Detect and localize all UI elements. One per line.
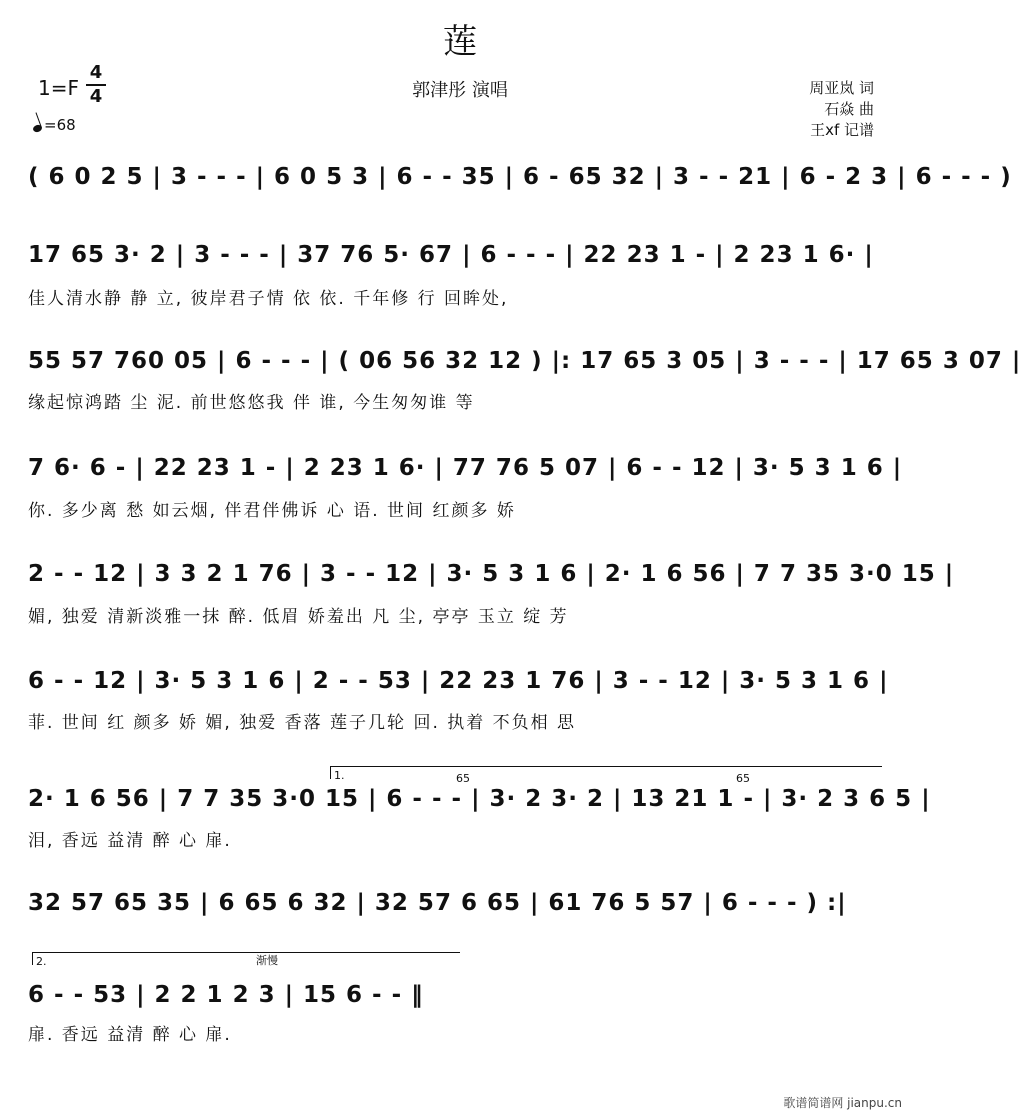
lyricist-credit: 周亚岚 词 <box>809 79 874 97</box>
song-title: 莲 <box>443 22 477 62</box>
first-ending-bracket: 1. <box>330 766 882 779</box>
ritardando-marking: 渐慢 <box>256 954 278 967</box>
notation-row-4: 2 - - 12 | 3 3 2 1 76 | 3 - - 12 | 3· 5 3 1 6 | 2· 1 6 56 | 7 7 35 3·0 15 | <box>28 561 955 587</box>
notation-row-8: 6 - - 53 | 2 2 1 2 3 | 15 6 - - ‖ <box>28 982 424 1008</box>
tempo-marking <box>33 116 76 134</box>
tempo-value: =68 <box>44 116 76 134</box>
lyrics-row-4: 媚, 独爱 清新淡雅一抹 醉. 低眉 娇羞出 凡 尘, 亭亭 玉立 绽 芳 <box>28 607 569 627</box>
lyrics-row-1: 佳人清水静 静 立, 彼岸君子情 依 依. 千年修 行 回眸处, <box>28 289 509 309</box>
credits <box>809 78 874 141</box>
notation-row-1: 17 65 3· 2 | 3 - - - | 37 76 5· 67 | 6 - - - | 22 23 1 - | 2 23 1 6· | <box>28 242 874 268</box>
time-signature-top: 4 <box>86 62 106 86</box>
notation-row-7: 32 57 65 35 | 6 65 6 32 | 32 57 6 65 | 61 76 5 57 | 6 - - - ) :| <box>28 890 847 916</box>
notation-row-5: 6 - - 12 | 3· 5 3 1 6 | 2 - - 53 | 22 23 1 76 | 3 - - 12 | 3· 5 3 1 6 | <box>28 668 889 694</box>
lyrics-row-8: 扉. 香远 益清 醉 心 扉. <box>28 1025 232 1045</box>
notation-row-6: 2· 1 6 56 | 7 7 35 3·0 15 | 6 - - - | 3· 2 3· 2 | 13 21 1 - | 3· 2 3 6 5 | <box>28 786 931 812</box>
transcriber-credit: 王xf 记谱 <box>810 121 874 139</box>
lyrics-row-2: 缘起惊鸿踏 尘 泥. 前世悠悠我 伴 谁, 今生匆匆谁 等 <box>28 393 475 413</box>
notation-row-0: ( 6 0 2 5 | 3 - - - | 6 0 5 3 | 6 - - 35 | 6 - 65 32 | 3 - - 21 | 6 - 2 3 | 6 - - - ) <box>28 164 1012 190</box>
singer-credit: 郭津彤 演唱 <box>412 80 508 101</box>
lyrics-row-5: 菲. 世间 红 颜多 娇 媚, 独爱 香落 莲子几轮 回. 执着 不负相 思 <box>28 713 577 733</box>
time-signature-bottom: 4 <box>89 86 103 107</box>
notation-row-2: 55 57 760 05 | 6 - - - | ( 06 56 32 12 ) |: 17 65 3 05 | 3 - - - | 17 65 3 07 | <box>28 348 1021 374</box>
grace-note-a: 65 <box>456 772 470 785</box>
second-ending-bracket: 2. <box>32 952 460 965</box>
site-watermark: 歌谱简谱网 jianpu.cn <box>783 1096 902 1110</box>
lyrics-row-3: 你. 多少离 愁 如云烟, 伴君伴佛诉 心 语. 世间 红颜多 娇 <box>28 501 516 521</box>
grace-note-b: 65 <box>736 772 750 785</box>
key-signature: 1=F <box>38 76 79 100</box>
lyrics-row-6: 泪, 香远 益清 醉 心 扉. <box>28 831 232 851</box>
notation-row-3: 7 6· 6 - | 22 23 1 - | 2 23 1 6· | 77 76 5 07 | 6 - - 12 | 3· 5 3 1 6 | <box>28 455 903 481</box>
composer-credit: 石焱 曲 <box>824 100 874 118</box>
quarter-note-icon <box>32 124 43 134</box>
